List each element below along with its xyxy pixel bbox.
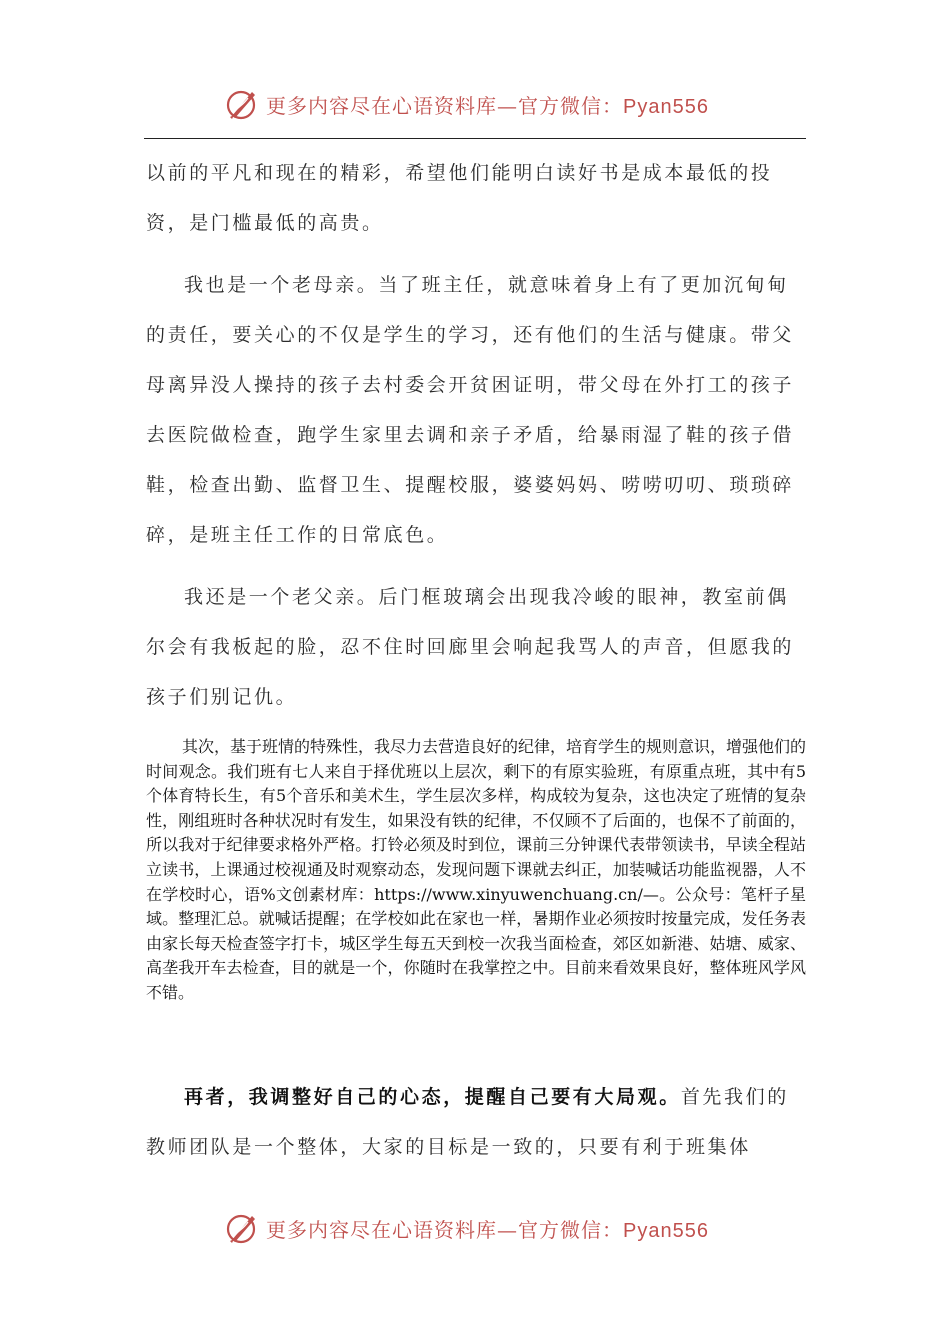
header-banner (224, 84, 744, 124)
header-divider (144, 138, 806, 139)
paragraph-5-rest: 首先我们的教师团队是一个整体，大家的目标是一致的，只要有利于班集体 (146, 1086, 789, 1158)
paragraph-1: 以前的平凡和现在的精彩，希望他们能明白读好书是成本最低的投资，是门槛最低的高贵。 (146, 162, 773, 234)
quill-logo-icon (224, 1210, 260, 1246)
banner-id: Pyan556 (623, 95, 709, 118)
paragraph-5 (146, 1072, 810, 1172)
banner-cn: 更多内容尽在心语资料库—官方微信： (266, 93, 623, 118)
paragraph-4: 其次，基于班情的特殊性，我尽力去营造良好的纪律，培育学生的规则意识，增强他们的时间观念。我们班有七人来自于择优班以上层次，剩下的有原实验班，有原重点班，其中有5个体育特长生，有5个音乐和美术生，学生层次多样，构成较为复杂，这也决定了班情的复杂性，刚组班时各种状况时有发生，如果没有铁的纪律，不仅顾不了后面的，也保不了前面的，所以我对于纪律要求格外严格。打铃必须及时到位，课前三分钟课代表带领读书，早读全程站立读书，上课通过校视通及时观察动态，发现问题下课就去纠正，加装喊话功能监视器，人不在学校时心，语%文创素材库：https://www.xinyuwenchuang.cn/—。公众号：笔杆子星域。整理汇总。就喊话提醒；在学校如此在家也一样，暑期作业必须按时按量完成，发任务表由家长每天检查签字打卡，城区学生每五天到校一次我当面检查，郊区如新港、姑塘、威家、高垄我开车去检查，目的就是一个，你随时在我掌控之中。目前来看效果良好，整体班风学风不错。 (146, 737, 807, 1002)
banner-text (266, 90, 709, 119)
footer-banner (224, 1208, 744, 1248)
banner-id-footer: Pyan556 (623, 1219, 709, 1242)
banner-cn-footer: 更多内容尽在心语资料库—官方微信： (266, 1217, 623, 1242)
quill-logo-icon (224, 86, 260, 122)
paragraph-3: 我还是一个老父亲。后门框玻璃会出现我冷峻的眼神，教室前偶尔会有我板起的脸，忍不住时回廊里会响起我骂人的声音，但愿我的孩子们别记仇。 (146, 586, 795, 708)
paragraph-2: 我也是一个老母亲。当了班主任，就意味着身上有了更加沉甸甸的责任，要关心的不仅是学生的学习，还有他们的生活与健康。带父母离异没人操持的孩子去村委会开贫困证明，带父母在外打工的孩子去医院做检查，跑学生家里去调和亲子矛盾，给暴雨湿了鞋的孩子借鞋，检查出勤、监督卫生、提醒校服，婆婆妈妈、唠唠叨叨、琐琐碎碎，是班主任工作的日常底色。 (146, 274, 795, 546)
banner-text-footer (266, 1214, 709, 1243)
paragraph-5-lead: 再者，我调整好自己的心态，提醒自己要有大局观。 (184, 1086, 681, 1108)
